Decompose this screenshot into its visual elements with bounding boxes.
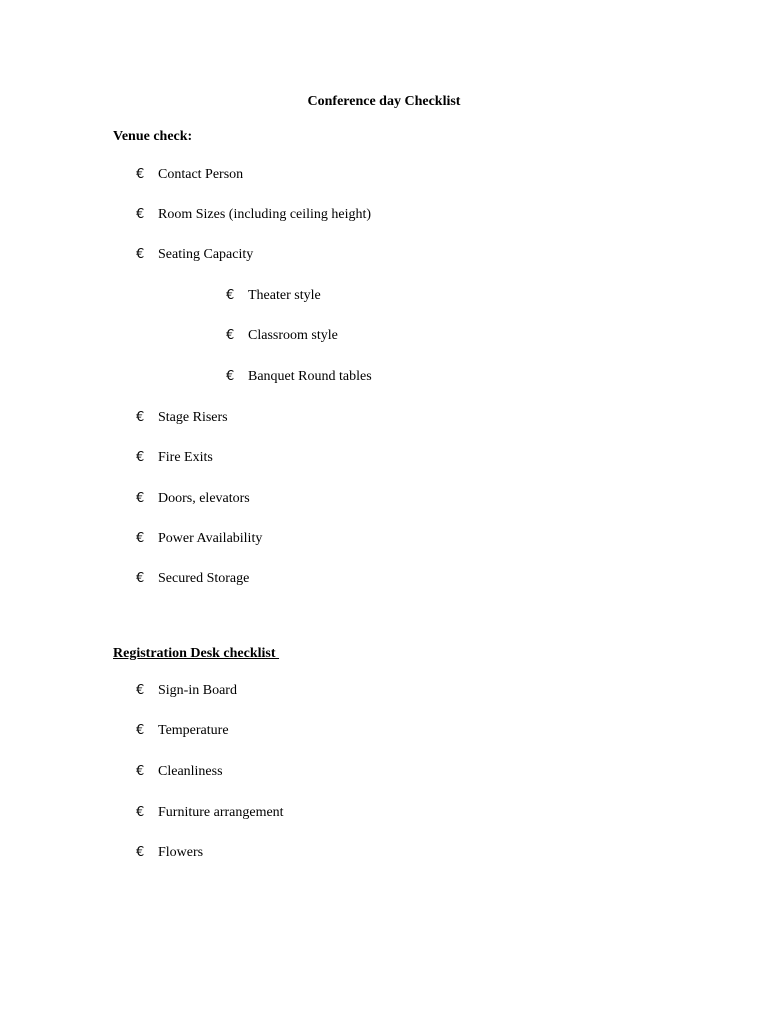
euro-bullet-icon: € — [136, 531, 145, 546]
checklist-item-label: Cleanliness — [158, 764, 223, 779]
euro-bullet-icon: € — [136, 410, 145, 425]
checklist-item-label: Room Sizes (including ceiling height) — [158, 207, 372, 222]
checklist-item-label: Sign-in Board — [158, 683, 237, 698]
checklist-item-label: Flowers — [158, 845, 204, 860]
checklist-item-label: Secured Storage — [158, 571, 250, 586]
document-title: Conference day Checklist — [307, 94, 461, 109]
checklist-subitem-label: Banquet Round tables — [248, 369, 372, 384]
checklist-subitem-label: Classroom style — [248, 328, 338, 343]
checklist-item-label: Furniture arrangement — [158, 805, 284, 820]
checklist-item-label: Seating Capacity — [158, 247, 254, 262]
checklist-item-label: Power Availability — [158, 531, 263, 546]
euro-bullet-icon: € — [136, 491, 145, 506]
euro-bullet-icon: € — [226, 369, 235, 384]
euro-bullet-icon: € — [136, 167, 145, 182]
euro-bullet-icon: € — [136, 723, 145, 738]
registration-desk-heading: Registration Desk checklist — [113, 646, 280, 661]
euro-bullet-icon: € — [136, 845, 145, 860]
euro-bullet-icon: € — [136, 571, 145, 586]
checklist-item-label: Contact Person — [158, 167, 244, 182]
euro-bullet-icon: € — [136, 450, 145, 465]
checklist-item-label: Stage Risers — [158, 410, 228, 425]
checklist-item-label: Doors, elevators — [158, 491, 250, 506]
venue-check-heading: Venue check: — [113, 129, 193, 144]
euro-bullet-icon: € — [136, 683, 145, 698]
euro-bullet-icon: € — [136, 207, 145, 222]
checklist-item-label: Temperature — [158, 723, 229, 738]
euro-bullet-icon: € — [136, 764, 145, 779]
euro-bullet-icon: € — [136, 805, 145, 820]
euro-bullet-icon: € — [226, 328, 235, 343]
euro-bullet-icon: € — [226, 288, 235, 303]
checklist-subitem-label: Theater style — [248, 288, 321, 303]
checklist-item-label: Fire Exits — [158, 450, 213, 465]
euro-bullet-icon: € — [136, 247, 145, 262]
